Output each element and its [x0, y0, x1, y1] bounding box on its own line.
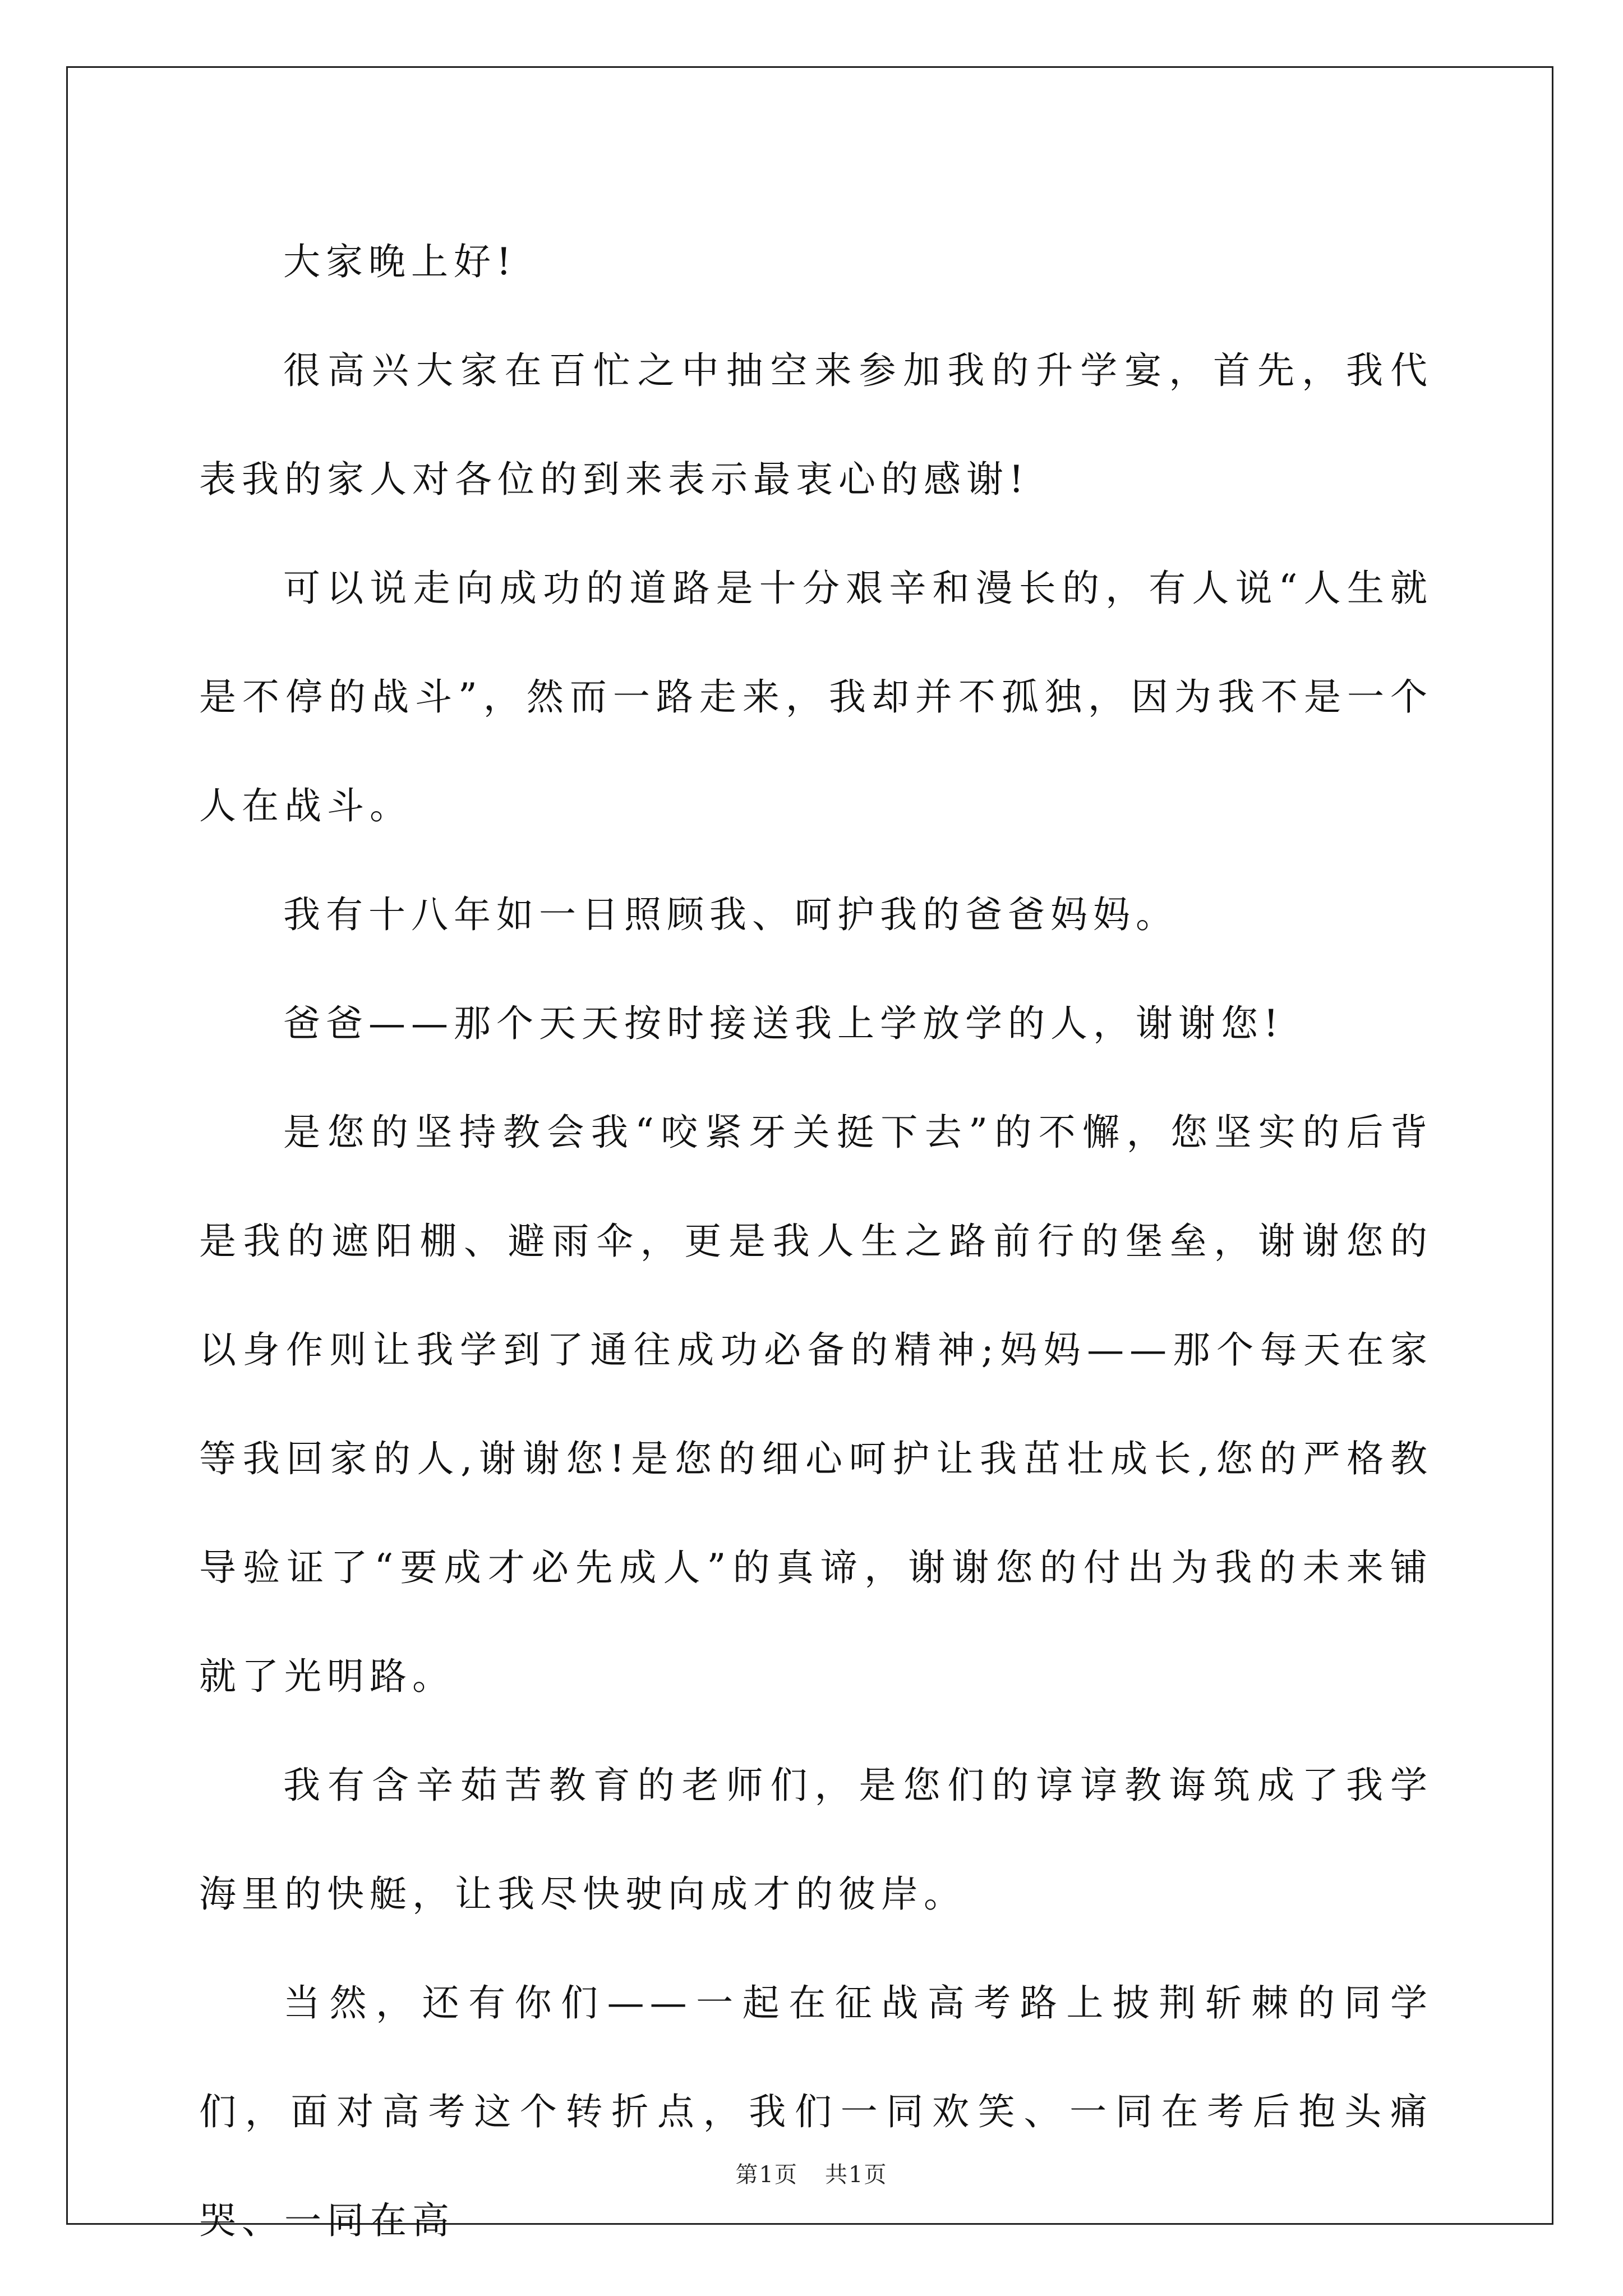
page-total: 共1页: [825, 2162, 888, 2188]
page-number: 第1页: [735, 2162, 798, 2188]
paragraph-thanks: 很高兴大家在百忙之中抽空来参加我的升学宴，首先，我代表我的家人对各位的到来表示最衷心的感谢!: [199, 349, 1433, 501]
paragraph-classmates: 当然，还有你们——一起在征战高考路上披荆斩棘的同学们，面对高考这个转折点，我们一同欢笑、一同在考后抱头痛哭、一同在高: [199, 1981, 1433, 2242]
document-body: [199, 213, 1433, 2275]
paragraph-father: 爸爸——那个天天按时接送我上学放学的人，谢谢您!: [283, 1002, 1284, 1045]
paragraph-road-to-success: 可以说走向成功的道路是十分艰辛和漫长的，有人说“人生就是不停的战斗”，然而一路走来，我却并不孤独，因为我不是一个人在战斗。: [199, 567, 1433, 827]
paragraph-greeting: 大家晚上好!: [283, 240, 517, 283]
paragraph-parents: 我有十八年如一日照顾我、呵护我的爸爸妈妈。: [283, 893, 1178, 936]
page-footer: [0, 2157, 1623, 2189]
paragraph-father-mother-detail: 是您的坚持教会我“咬紧牙关挺下去”的不懈，您坚实的后背是我的遮阳棚、避雨伞，更是我人生之路前行的堡垒，谢谢您的以身作则让我学到了通往成功必备的精神;妈妈——那个每天在家等我回家的人,谢谢您!是您的细心呵护让我茁壮成长,您的严格教导验证了“要成才必先成人”的真谛，谢谢您的付出为我的未来铺就了光明路。: [199, 1111, 1433, 1698]
paragraph-teachers: 我有含辛茹苦教育的老师们，是您们的谆谆教诲筑成了我学海里的快艇，让我尽快驶向成才的彼岸。: [199, 1764, 1433, 1916]
